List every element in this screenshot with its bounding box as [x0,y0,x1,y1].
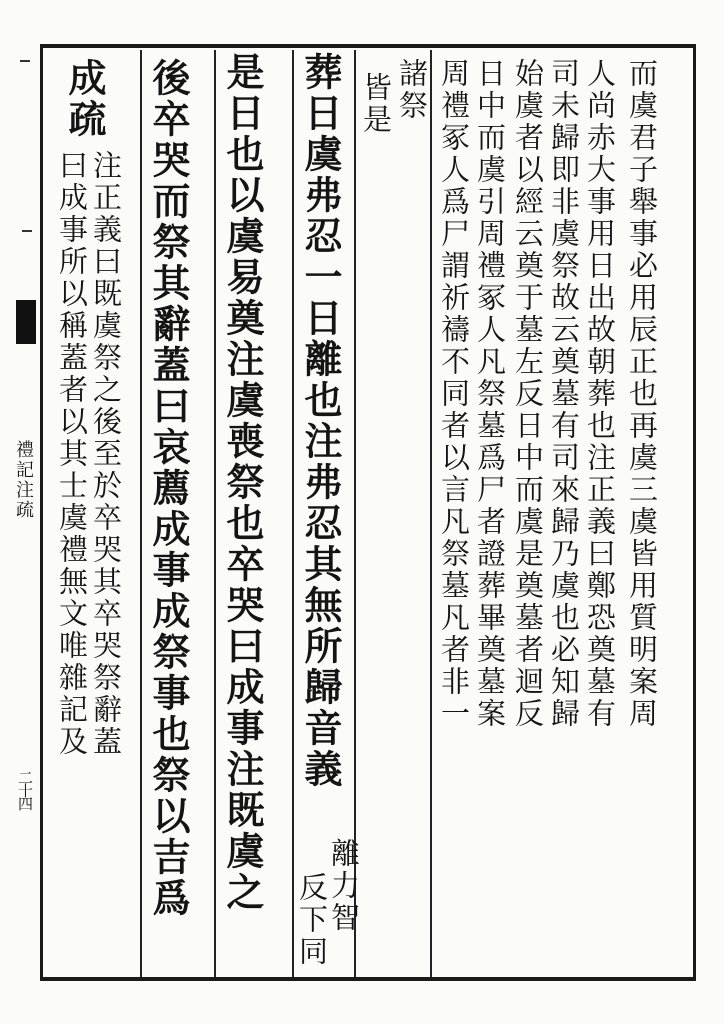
commentary-column: 注正義曰既虞祭之後至於卒哭其卒哭祭辭蓋 [89,150,123,758]
commentary-column: 司未歸即非虞祭故云奠墓有司來歸乃虞也必知歸 [547,58,581,730]
spine-page-number: 二十四 [16,770,34,809]
page-frame-left-rule [40,44,43,981]
spine-book-title: 禮記注疏 [13,440,34,520]
commentary-header: 成疏 [62,58,107,140]
main-text-column: 後卒哭而祭其辭蓋曰哀薦成事成祭事也祭以吉爲 [146,58,191,919]
commentary-column: 曰成事所以稱蓋者以其士虞禮無文唯雜記及 [55,150,89,758]
commentary-column: 周禮冢人爲尸謂祈禱不同者以言凡祭墓凡者非一 [437,58,471,730]
column-divider [292,50,294,977]
commentary-column: 始虞者以經云奠于墓左反日中而虞是奠墓者迴反 [511,58,545,730]
commentary-column: 日中而虞引周禮冢人凡祭墓爲尸者證葬畢奠墓案 [473,58,507,730]
book-spine [0,0,36,1024]
spine-mark [22,230,32,232]
spine-mark [20,60,30,62]
main-text-column: 葬日虞弗忍一日離也注弗忍其無所歸音義 [298,52,343,790]
main-text-column: 是日也以虞易奠注虞喪祭也卒哭曰成事注既虞之 [220,52,265,913]
column-divider [430,50,432,977]
spine-fish-tail-block [16,300,36,344]
annotation-line: 諸祭 [395,58,429,122]
column-divider [140,50,142,977]
commentary-column: 人尚赤大事用日出故朝葬也注正義曰鄭恐奠墓有 [583,58,617,730]
commentary-column: 而虞君子舉事必用辰正也再虞三虞皆用質明案周 [625,58,659,730]
column-divider [214,50,216,977]
yinyi-note-line: 反下同 [295,872,329,968]
annotation-line: 皆是 [359,72,393,136]
yinyi-note-line: 離力智 [327,838,361,934]
